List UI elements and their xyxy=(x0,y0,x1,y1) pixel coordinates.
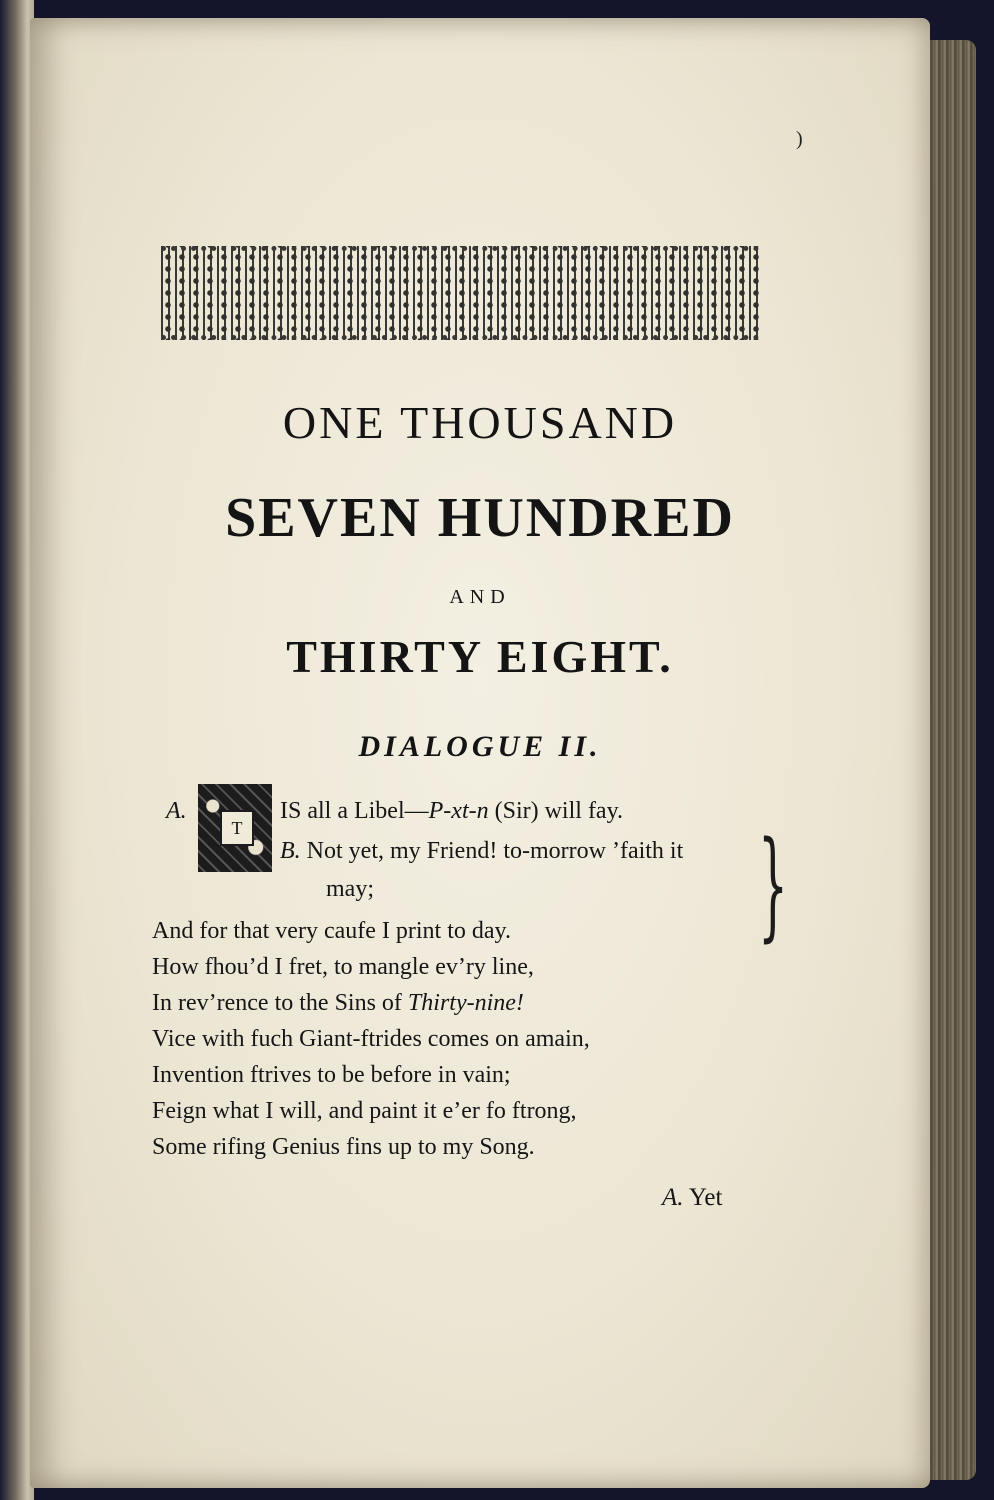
dialogue-heading: DIALOGUE II. xyxy=(358,730,602,763)
speaker-a: A. xyxy=(166,798,187,824)
verse-line-3-text: In rev’rence to the Sins of xyxy=(152,990,408,1016)
opening-line-a-text xyxy=(280,796,623,826)
decorated-initial xyxy=(198,784,272,872)
opening-line-b xyxy=(280,836,683,866)
verse-line-4: Vice with fuch Giant-ftrides comes on amain, xyxy=(152,1026,590,1052)
catchword-text: Yet xyxy=(683,1184,723,1211)
speaker-b: B. xyxy=(280,838,301,864)
verse-line-5: Invention ftrives to be before in vain; xyxy=(152,1062,511,1088)
opening-line-a xyxy=(166,796,187,826)
verse-line-2: How fhou’d I fret, to mangle ev’ry line, xyxy=(152,954,534,980)
title-line-3: AND xyxy=(449,586,511,608)
title-line-1: ONE THOUSAND xyxy=(282,397,678,448)
catchword-speaker: A. xyxy=(662,1184,684,1211)
line-a-plain: IS all a Libel— xyxy=(280,798,429,824)
facing-page-edge xyxy=(0,0,34,1500)
verse-line-1: And for that very caufe I print to day. xyxy=(152,918,511,944)
verse-brace: } xyxy=(758,815,789,953)
page-mark: ) xyxy=(796,128,803,150)
verse-line-3 xyxy=(152,988,524,1018)
title-line-4: THIRTY EIGHT. xyxy=(286,631,674,682)
line-b-text: Not yet, my Friend! to-morrow ’faith it xyxy=(306,838,684,864)
line-a-end: (Sir) will fay. xyxy=(488,798,624,824)
verse-line-3-italic: Thirty-nine! xyxy=(407,990,524,1016)
title-line-2: SEVEN HUNDRED xyxy=(225,487,735,549)
book-page xyxy=(30,18,930,1488)
verse-line-6: Feign what I will, and paint it e’er fo ftrong, xyxy=(152,1098,577,1124)
opening-line-b-cont: may; xyxy=(326,876,374,902)
catchword xyxy=(662,1184,722,1212)
ornamental-headpiece xyxy=(161,246,759,340)
drop-cap-letter: T xyxy=(220,810,254,846)
verse-line-7: Some rifing Genius fins up to my Song. xyxy=(152,1134,535,1160)
line-a-italic: P-xt-n xyxy=(428,798,489,824)
